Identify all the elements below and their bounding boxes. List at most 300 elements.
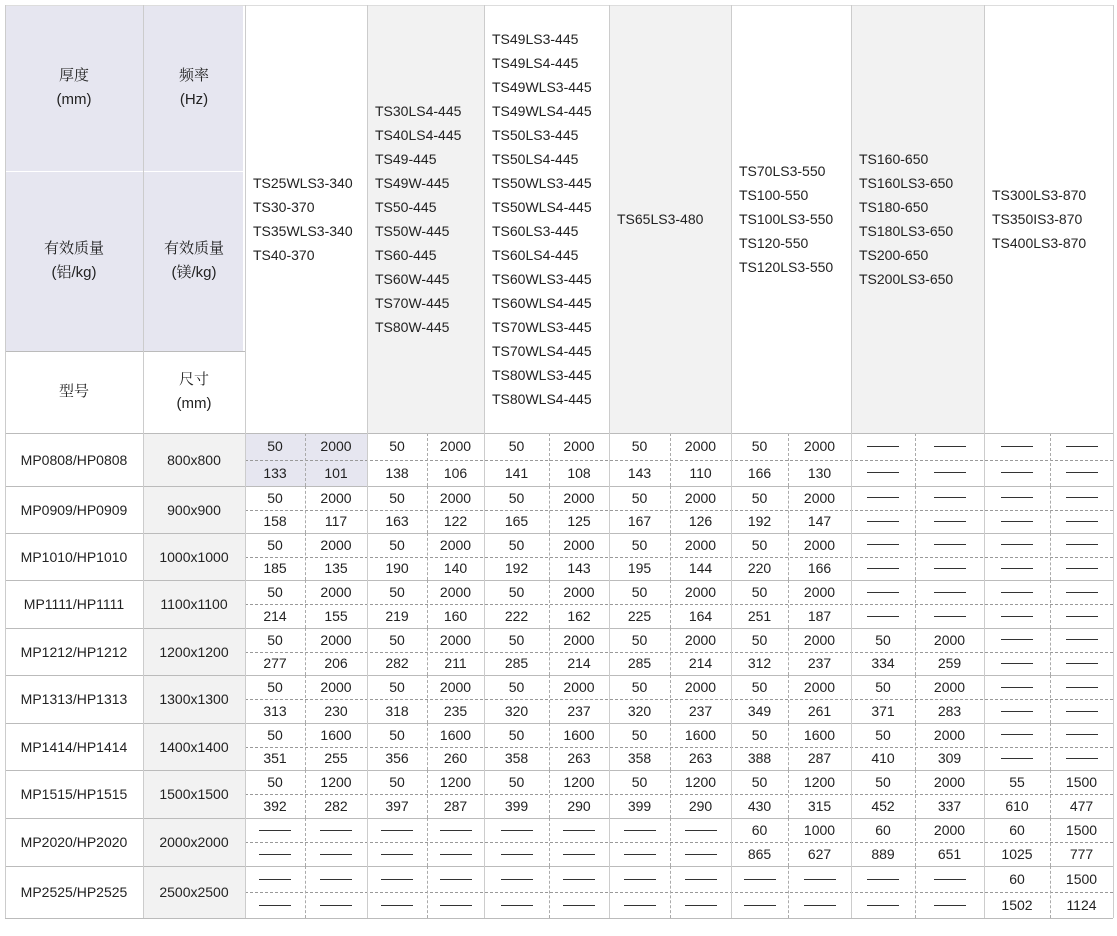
value-cell: 225 [627, 608, 652, 624]
value-cell: 334 [871, 655, 895, 672]
header-frequency-text: 频率 (Hz) [178, 67, 209, 108]
value-cell: 1600 [563, 726, 595, 743]
header-size [143, 351, 245, 433]
value-cell: 158 [263, 513, 287, 530]
header-model-text: 型号 [58, 383, 89, 400]
dash-mark [440, 905, 472, 906]
dash-mark [685, 854, 717, 855]
empty-cell [915, 460, 984, 487]
value-cell: 312 [747, 655, 772, 672]
value-cell: 1025 [1001, 846, 1033, 862]
empty-cell [984, 604, 1050, 628]
value-cell: 251 [747, 608, 772, 624]
value-cell: 2000 [684, 679, 717, 695]
sub-col-divider [670, 866, 671, 918]
value-cell: 399 [627, 798, 652, 814]
dash-mark [1066, 568, 1098, 569]
value-cell: 287 [443, 798, 468, 814]
sub-col-divider [670, 486, 671, 533]
value-cell: 2000 [803, 489, 836, 506]
value-cell: 2000 [684, 536, 717, 553]
empty-cell [305, 892, 367, 918]
empty-cell [984, 533, 1050, 557]
value-cell: 610 [1005, 798, 1029, 814]
value-cell: 50 [751, 438, 768, 455]
value-cell: 190 [385, 560, 409, 577]
model-code: TS40LS4-445 [375, 127, 462, 143]
model-code: TS70WLS4-445 [492, 343, 592, 359]
sub-col-divider [788, 723, 789, 770]
value-cell: 290 [567, 798, 591, 814]
value-cell: 50 [631, 438, 648, 455]
empty-cell [915, 866, 984, 892]
value-cell: 397 [385, 798, 409, 814]
empty-cell [1050, 652, 1113, 676]
empty-cell [851, 460, 915, 487]
sub-col-divider [1050, 533, 1051, 580]
value-cell: 358 [627, 750, 652, 767]
header-divider-2 [5, 351, 245, 352]
model-code: TS120LS3-550 [739, 259, 834, 275]
sub-col-divider [788, 433, 789, 486]
value-cell: 135 [324, 560, 348, 577]
value-cell: 50 [631, 679, 648, 695]
value-cell: 50 [389, 438, 405, 455]
model-code: TS25WLS3-340 [253, 175, 353, 191]
sub-col-divider [670, 818, 671, 866]
value-cell: 1200 [320, 774, 352, 790]
value-cell: 50 [508, 536, 525, 553]
value-cell: 2000 [439, 679, 472, 695]
value-cell: 255 [324, 750, 348, 767]
sub-col-divider [1050, 675, 1051, 723]
sub-col-divider [1050, 486, 1051, 533]
empty-cell [427, 818, 484, 842]
dash-mark [934, 472, 966, 473]
empty-cell [1050, 628, 1113, 652]
model-group-4 [609, 5, 731, 433]
dash-mark [934, 592, 966, 593]
value-cell: 1200 [803, 774, 836, 790]
sub-col-divider [427, 580, 428, 628]
dash-mark [624, 854, 656, 855]
value-cell: 1600 [439, 726, 472, 743]
empty-cell [851, 433, 915, 460]
row-model: MP2525/HP2525 [20, 884, 128, 900]
header-bottom [5, 433, 1113, 434]
value-cell: 2000 [563, 631, 595, 648]
value-cell: 192 [747, 513, 772, 530]
dash-mark [259, 879, 291, 880]
value-cell: 50 [875, 679, 891, 695]
value-cell: 50 [267, 631, 283, 648]
value-cell: 1502 [1001, 897, 1033, 913]
value-cell: 166 [747, 464, 772, 481]
header-divider-1 [5, 171, 245, 172]
sub-col-divider [915, 770, 916, 818]
header-thickness-text: 厚度 (mm) [56, 67, 92, 108]
model-code: TS60W-445 [375, 271, 450, 287]
value-cell: 55 [1009, 774, 1025, 790]
value-cell: 2000 [803, 438, 836, 455]
sub-col-divider [549, 818, 550, 866]
sub-col-divider [427, 818, 428, 866]
value-cell: 143 [627, 464, 652, 481]
sub-col-divider [305, 723, 306, 770]
dash-mark [1001, 472, 1033, 473]
value-cell: 2000 [933, 679, 966, 695]
value-cell: 865 [747, 846, 772, 862]
value-cell: 2000 [933, 774, 966, 790]
column-divider [851, 5, 852, 918]
row-size: 1000x1000 [159, 548, 229, 565]
dash-mark [1001, 592, 1033, 593]
dash-mark [934, 446, 966, 447]
sub-col-divider [427, 628, 428, 675]
value-cell: 2000 [563, 438, 595, 455]
empty-cell [427, 866, 484, 892]
value-cell: 206 [324, 655, 348, 672]
dash-mark [867, 879, 899, 880]
row-model: MP2020/HP2020 [20, 834, 128, 850]
empty-cell [609, 892, 670, 918]
model-code: TS49WLS4-445 [492, 103, 592, 119]
empty-cell [1050, 460, 1113, 487]
value-cell: 122 [443, 513, 468, 530]
model-code: TS50LS3-445 [492, 127, 579, 143]
empty-cell [609, 866, 670, 892]
value-cell: 160 [443, 608, 468, 624]
value-cell: 220 [747, 560, 772, 577]
value-cell: 2000 [439, 438, 472, 455]
value-cell: 1600 [320, 726, 352, 743]
sub-col-divider [305, 486, 306, 533]
value-cell: 237 [688, 703, 713, 719]
value-cell: 889 [871, 846, 895, 862]
empty-cell [1050, 486, 1113, 510]
model-code: TS49-445 [375, 151, 437, 167]
empty-cell [1050, 699, 1113, 723]
value-cell: 1200 [439, 774, 472, 790]
sub-col-divider [549, 486, 550, 533]
value-cell: 2000 [933, 726, 966, 743]
value-cell: 320 [504, 703, 529, 719]
model-code: TS400LS3-870 [992, 235, 1087, 251]
empty-cell [484, 892, 549, 918]
empty-cell [245, 866, 305, 892]
row-model: MP1515/HP1515 [20, 786, 128, 802]
value-cell: 237 [567, 703, 591, 719]
empty-cell [670, 818, 731, 842]
sub-col-divider [305, 628, 306, 675]
model-code: TS100-550 [739, 187, 809, 203]
value-cell: 126 [688, 513, 713, 530]
value-cell: 50 [267, 584, 283, 600]
model-code: TS49LS4-445 [492, 55, 579, 71]
value-cell: 320 [627, 703, 652, 719]
model-code: TS200LS3-650 [859, 271, 954, 287]
dash-mark [1001, 663, 1033, 664]
row-size: 900x900 [167, 501, 221, 518]
value-cell: 1000 [803, 822, 836, 838]
empty-cell [851, 892, 915, 918]
value-cell: 185 [263, 560, 287, 577]
model-code: TS35WLS3-340 [253, 223, 353, 239]
value-cell: 147 [807, 513, 832, 530]
dash-mark [934, 879, 966, 880]
sub-col-divider [1050, 628, 1051, 675]
value-cell: 627 [807, 846, 832, 862]
value-cell: 130 [807, 464, 832, 481]
model-code: TS350IS3-870 [992, 211, 1083, 227]
value-cell: 349 [747, 703, 772, 719]
value-cell: 399 [504, 798, 529, 814]
value-cell: 337 [937, 798, 962, 814]
model-code: TS180-650 [859, 199, 929, 215]
value-cell: 2000 [803, 631, 836, 648]
value-cell: 50 [508, 584, 525, 600]
dash-mark [1066, 758, 1098, 759]
dash-mark [1001, 758, 1033, 759]
empty-cell [915, 580, 984, 604]
row-model: MP1414/HP1414 [20, 738, 128, 755]
empty-cell [367, 892, 427, 918]
empty-cell [915, 892, 984, 918]
sub-col-divider [1050, 866, 1051, 918]
sub-col-divider [305, 818, 306, 866]
value-cell: 50 [631, 584, 648, 600]
model-code: TS80WLS4-445 [492, 391, 592, 407]
empty-cell [305, 818, 367, 842]
dash-mark [934, 544, 966, 545]
row-size: 1100x1100 [160, 596, 228, 612]
dash-mark [867, 521, 899, 522]
sub-col-divider [549, 533, 550, 580]
value-cell: 2000 [684, 489, 717, 506]
dash-mark [320, 830, 352, 831]
dash-mark [563, 854, 595, 855]
empty-cell [915, 510, 984, 534]
value-cell: 259 [937, 655, 962, 672]
dash-mark [867, 544, 899, 545]
model-code: TS80W-445 [375, 319, 450, 335]
empty-cell [549, 842, 609, 866]
empty-cell [305, 842, 367, 866]
dash-mark [563, 905, 595, 906]
value-cell: 287 [807, 750, 832, 767]
model-code: TS60LS4-445 [492, 247, 579, 263]
header-thickness [5, 5, 143, 171]
empty-cell [851, 557, 915, 581]
dash-mark [320, 905, 352, 906]
empty-cell [1050, 533, 1113, 557]
dash-mark [867, 472, 899, 473]
dash-mark [1066, 472, 1098, 473]
value-cell: 50 [751, 489, 768, 506]
model-code: TS49LS3-445 [492, 31, 579, 47]
value-cell: 651 [937, 846, 962, 862]
sub-col-divider [670, 723, 671, 770]
empty-cell [851, 486, 915, 510]
empty-cell [731, 892, 788, 918]
empty-cell [1050, 604, 1113, 628]
value-cell: 50 [508, 679, 525, 695]
row-mid-divider [245, 842, 1113, 843]
value-cell: 50 [875, 774, 891, 790]
dash-mark [804, 879, 836, 880]
model-code: TS60WLS3-445 [492, 271, 592, 287]
dash-mark [744, 879, 776, 880]
dash-mark [1066, 734, 1098, 735]
sub-col-divider [788, 580, 789, 628]
sub-col-divider [549, 580, 550, 628]
value-cell: 285 [627, 655, 652, 672]
sub-col-divider [788, 533, 789, 580]
value-cell: 290 [688, 798, 713, 814]
value-cell: 50 [508, 726, 525, 743]
sub-col-divider [427, 770, 428, 818]
row-model: MP1212/HP1212 [20, 643, 128, 660]
dash-mark [804, 905, 836, 906]
row-size: 2500x2500 [159, 884, 229, 900]
value-cell: 192 [504, 560, 529, 577]
sub-col-divider [915, 818, 916, 866]
empty-cell [984, 510, 1050, 534]
column-divider [484, 5, 485, 918]
row-mid-divider [245, 794, 1113, 795]
row-size: 2000x2000 [159, 834, 229, 850]
value-cell: 165 [504, 513, 529, 530]
value-cell: 164 [688, 608, 713, 624]
value-cell: 285 [504, 655, 529, 672]
value-cell: 2000 [439, 536, 472, 553]
value-cell: 125 [567, 513, 591, 530]
value-cell: 163 [385, 513, 409, 530]
empty-cell [731, 866, 788, 892]
value-cell: 309 [937, 750, 962, 767]
value-cell: 261 [807, 703, 832, 719]
value-cell: 187 [807, 608, 832, 624]
model-code: TS50WLS4-445 [492, 199, 592, 215]
model-code: TS60-445 [375, 247, 437, 263]
value-cell: 2000 [320, 438, 352, 455]
value-cell: 50 [751, 726, 768, 743]
dash-mark [1066, 663, 1098, 664]
empty-cell [851, 580, 915, 604]
model-code: TS30LS4-445 [375, 103, 462, 119]
value-cell: 106 [443, 464, 468, 481]
dash-mark [501, 879, 533, 880]
empty-cell [1050, 675, 1113, 699]
value-cell: 315 [807, 798, 832, 814]
value-cell: 356 [385, 750, 409, 767]
empty-cell [851, 604, 915, 628]
row-model: MP1111/HP1111 [23, 596, 125, 612]
row-mid-divider [245, 892, 1113, 893]
dash-mark [1001, 446, 1033, 447]
sub-col-divider [915, 433, 916, 486]
empty-cell [367, 818, 427, 842]
column-divider [984, 5, 985, 918]
empty-cell [549, 892, 609, 918]
column-divider [245, 5, 246, 918]
value-cell: 50 [631, 726, 648, 743]
value-cell: 2000 [320, 584, 352, 600]
value-cell: 1200 [684, 774, 717, 790]
value-cell: 283 [937, 703, 962, 719]
empty-cell [984, 557, 1050, 581]
model-group-2 [367, 5, 484, 433]
value-cell: 143 [567, 560, 591, 577]
empty-cell [851, 866, 915, 892]
row-size: 1400x1400 [159, 738, 229, 755]
value-cell: 214 [263, 608, 287, 624]
value-cell: 2000 [563, 489, 595, 506]
empty-cell [984, 486, 1050, 510]
dash-mark [744, 905, 776, 906]
value-cell: 1600 [803, 726, 836, 743]
model-group-5 [731, 5, 851, 433]
value-cell: 60 [875, 822, 891, 838]
dash-mark [934, 905, 966, 906]
model-code: TS49W-445 [375, 175, 450, 191]
model-code: TS50WLS3-445 [492, 175, 592, 191]
dash-mark [381, 854, 413, 855]
dash-mark [501, 905, 533, 906]
value-cell: 50 [631, 631, 648, 648]
model-group-6 [851, 5, 984, 433]
empty-cell [670, 866, 731, 892]
empty-cell [484, 818, 549, 842]
model-code: TS30-370 [253, 199, 315, 215]
value-cell: 392 [263, 798, 287, 814]
value-cell: 388 [747, 750, 772, 767]
dash-mark [320, 879, 352, 880]
value-cell: 138 [385, 464, 409, 481]
model-group-3 [484, 5, 609, 433]
sub-col-divider [915, 533, 916, 580]
dash-mark [867, 905, 899, 906]
empty-cell [427, 892, 484, 918]
dash-mark [1001, 639, 1033, 640]
value-cell: 50 [751, 631, 768, 648]
value-cell: 50 [389, 726, 405, 743]
value-cell: 263 [688, 750, 713, 767]
value-cell: 371 [871, 703, 895, 719]
empty-cell [367, 866, 427, 892]
value-cell: 50 [389, 489, 405, 506]
value-cell: 2000 [563, 679, 595, 695]
sub-col-divider [788, 818, 789, 866]
empty-cell [984, 580, 1050, 604]
dash-mark [1066, 592, 1098, 593]
sub-col-divider [427, 675, 428, 723]
empty-cell [609, 818, 670, 842]
model-code: TS50-445 [375, 199, 437, 215]
dash-mark [1066, 497, 1098, 498]
dash-mark [867, 497, 899, 498]
dash-mark [867, 592, 899, 593]
value-cell: 50 [751, 584, 768, 600]
sub-col-divider [915, 675, 916, 723]
row-mid-divider [245, 557, 1113, 558]
dash-mark [685, 905, 717, 906]
value-cell: 50 [751, 679, 768, 695]
value-cell: 50 [508, 631, 525, 648]
value-cell: 50 [508, 489, 525, 506]
sub-col-divider [549, 866, 550, 918]
value-cell: 777 [1069, 846, 1094, 862]
